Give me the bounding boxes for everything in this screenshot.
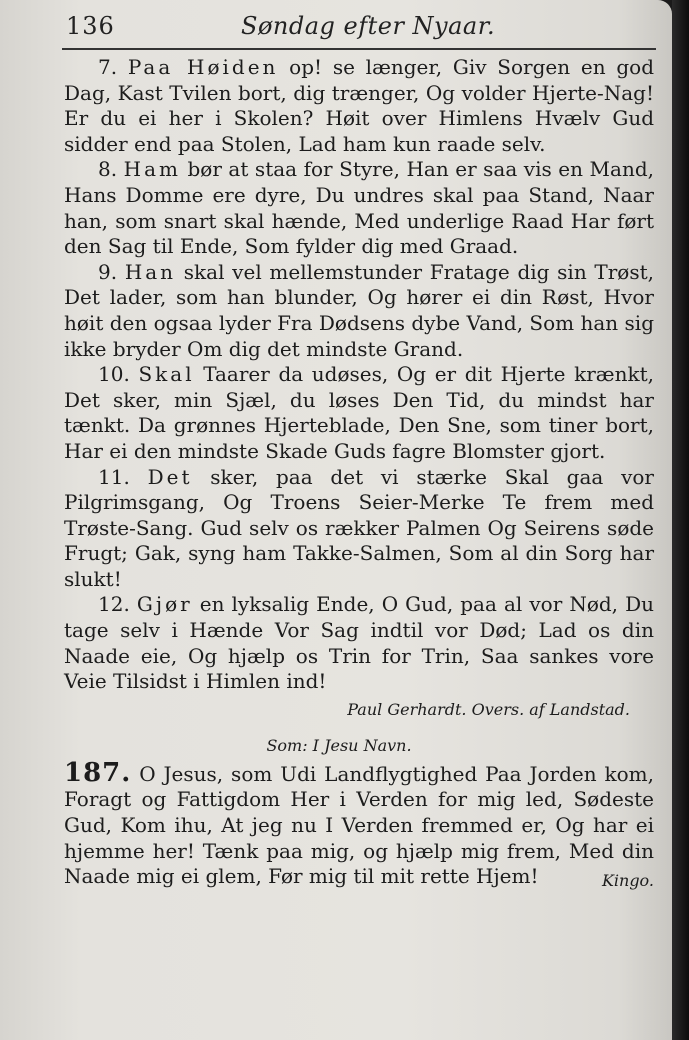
stanza-first-word: Gjør [136,592,193,617]
melody-note: Som: I Jesu Navn. [266,735,412,755]
stanza-first-word: Det [147,464,193,489]
hymn-author: Kingo. [601,871,654,891]
page-header [66,8,656,44]
stanza-first-word: Han [124,259,177,284]
hymn-text: O Jesus, som Udi Landflygtighed Paa Jorden kom, Foragt og Fattigdom Her i Verden for mig led, Sødeste Gud, Kom ihu, At jeg nu I Verden fremmed er, Og har ei hjemme her! Tænk paa mig, og hjælp mig frem, Med din Naade mig ei glem, Før mig til mit rette Hjem! [64,761,654,889]
author-attribution: Paul Gerhardt. Overs. af Landstad. [347,699,630,719]
stanza-number: 7. [98,55,118,79]
stanza-first-word: Skal [138,362,195,387]
header-rule [62,48,656,50]
hymn-text-body [64,55,654,894]
stanza-8 [64,157,654,259]
stanza-10 [64,362,654,464]
running-title: Søndag efter Nyaar. [241,12,496,40]
hymn-187 [64,757,654,891]
stanza-text: en lyksalig Ende, O Gud, paa al vor Nød, Du tage selv i Hænde Vor Sag indtil vor Død; Lad os din Naade eie, Og hjælp os Trin for Trin, Saa sankes vore Veie Tilsidst i Himlen ind! [64,592,654,694]
hymn-number: 187. [64,757,132,788]
stanza-12 [64,592,654,694]
stanza-number: 8. [98,157,118,182]
stanza-number: 10. [98,362,130,387]
stanza-first-word: Ham [123,157,181,182]
stanza-number: 12. [98,592,130,617]
stanza-text: op! se længer, Giv Sorgen en god Dag, Kast Tvilen bort, dig trænger, Og volder Hjerte-Nag! Er du ei her i Skolen? Høit over Himlens Hvælv Gud sidder end paa Stolen, Lad ham kun raade selv. [64,55,654,156]
page-number: 136 [66,12,115,40]
stanza-7 [64,55,654,157]
stanza-text: sker, paa det vi stærke Skal gaa vor Pilgrimsgang, Og Troens Seier-Merke Te frem med Trøste-Sang. Gud selv os rækker Palmen Og Seirens søde Frugt; Gak, syng ham Takke-Salmen, Som al din Sorg har slukt! [64,464,654,591]
stanza-number: 11. [98,464,130,489]
stanza-text: skal vel mellemstunder Fratage dig sin Trøst, Det lader, som han blunder, Og hører ei din Røst, Hvor høit den ogsaa lyder Fra Dødsens dybe Vand, Som han sig ikke bryder Om dig det mindste Grand. [64,259,655,361]
stanza-9 [64,260,654,362]
stanza-number: 9. [98,259,118,284]
stanza-first-word: Paa Høiden [127,55,279,79]
book-spine-shadow [672,0,689,1040]
stanza-text: Taarer da udøses, Og er dit Hjerte krænkt, Det sker, min Sjæl, du løses Den Tid, du mindst har tænkt. Da grønnes Hjerteblade, Den Sne, som tiner bort, Har ei den mindste Skade Guds fagre Blomster gjort. [64,362,655,463]
stanza-text: bør at staa for Styre, Han er saa vis en Mand, Hans Domme ere dyre, Du undres skal paa Stand, Naar han, som snart skal hænde, Med underlige Raad Har ført den Sag til Ende, Som fylder dig med Graad. [64,157,654,259]
stanza-11 [64,465,654,593]
